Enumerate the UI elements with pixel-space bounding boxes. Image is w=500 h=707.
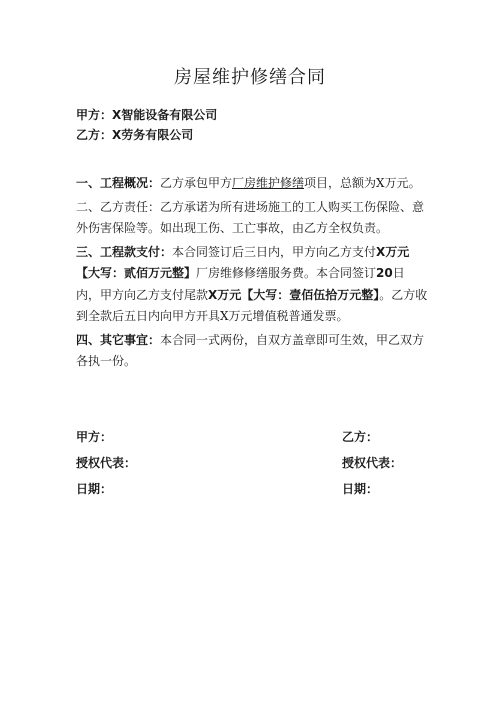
- clause-text: 本合同一式两份，自双方盖章即可生效，甲乙双方各执一份。: [76, 332, 425, 368]
- clause-text: 乙方承包甲方: [160, 176, 233, 190]
- clause-text: 。乙方收到全款后五日内向甲方开具X万元增值税普通发票。: [76, 287, 428, 323]
- payment-amount-2: X万元【大写：壹佰伍拾万元整】: [208, 287, 380, 302]
- clause-payment: [76, 242, 428, 328]
- party-a-line: 甲方：X智能设备有限公司: [76, 108, 218, 122]
- payment-day-count: 20: [376, 266, 393, 280]
- clause-text: 项目，总额为X万元。: [304, 176, 421, 190]
- clause-text: 厂房维修修缮服务费。本合同签订: [196, 266, 377, 280]
- clause-text: 本合同签订后三日内，甲方向乙方支付: [172, 244, 377, 259]
- signature-party-b-representative: 授权代表：: [342, 456, 403, 470]
- clause-responsibility: [76, 197, 428, 240]
- clause-other-matters: [76, 330, 428, 373]
- payment-amount-1: X万元【大写：贰佰万元整】: [76, 244, 410, 280]
- project-name-underlined: 厂房维护修缮: [232, 176, 305, 190]
- clause-heading: 三、工程款支付：: [76, 244, 173, 259]
- clause-project-overview: [76, 173, 428, 195]
- clause-text: 二、乙方责任：乙方承诺为所有进场施工的工人购买工伤保险、意外伤害保险等。如出现工伤、工亡事故，由乙方全权负责。: [76, 199, 425, 235]
- signature-party-a-date: 日期：: [76, 482, 113, 496]
- signature-party-a-representative: 授权代表：: [76, 456, 137, 470]
- party-b-line: 乙方：X劳务有限公司: [76, 128, 194, 142]
- signature-party-a: 甲方：: [76, 430, 113, 444]
- signature-party-b-date: 日期：: [342, 482, 379, 496]
- signature-party-b: 乙方：: [342, 430, 379, 444]
- clause-heading: 一、工程概况：: [76, 176, 161, 190]
- clause-text: 日内，甲方向乙方支付尾款: [76, 266, 405, 302]
- contract-clauses: [76, 173, 428, 375]
- document-title: 房屋维护修缮合同: [174, 67, 326, 88]
- clause-heading: 四、其它事宜：: [76, 332, 161, 347]
